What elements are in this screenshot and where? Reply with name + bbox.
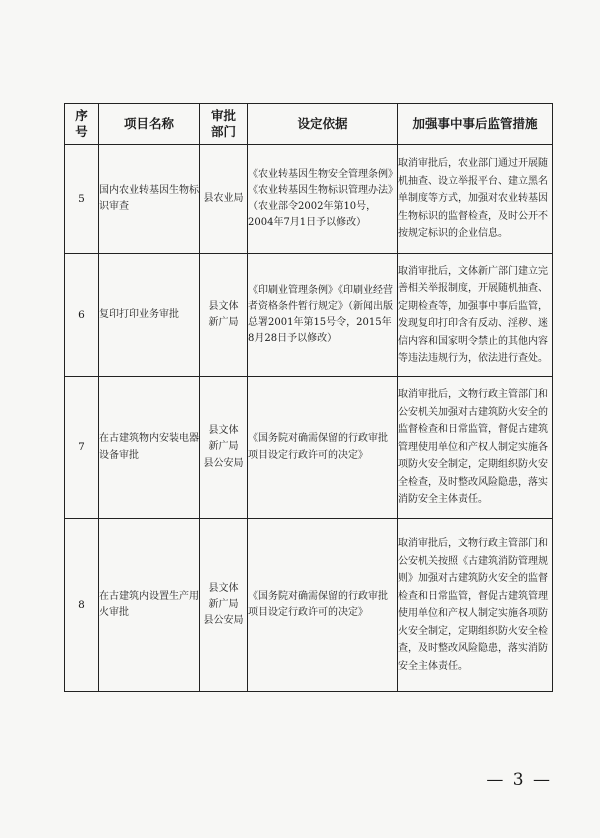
header-no: 序 号 [65, 104, 99, 145]
row-number: 7 [65, 377, 99, 519]
table-row [65, 145, 553, 254]
legal-basis: 《农业转基因生物安全管理条例》《农业转基因生物标识管理办法》（农业部令2002年第10号，2004年7月1日予以修改） [248, 145, 398, 254]
header-dept: 审批 部门 [200, 104, 248, 145]
row-number: 5 [65, 145, 99, 254]
supervision-measure: 取消审批后，文物行政主管部门和公安机关加强对古建筑防火安全的监督检查和日常监管，督促古建筑管理使用单位和产权人制定实施各项防火安全制定，定期组织防火安全检查，及时整改风险隐患，落实消防安全主体责任。 [398, 377, 553, 519]
item-name: 复印打印业务审批 [99, 254, 200, 377]
item-name: 国内农业转基因生物标识审查 [99, 145, 200, 254]
approval-dept: 县文体 新广局 县公安局 [200, 377, 248, 519]
table-row [65, 519, 553, 692]
row-number: 6 [65, 254, 99, 377]
item-name: 在古建筑内设置生产用火审批 [99, 519, 200, 692]
item-name: 在古建筑物内安装电器设备审批 [99, 377, 200, 519]
approval-dept: 县文体 新广局 [200, 254, 248, 377]
table-header-row [65, 104, 553, 145]
supervision-measure: 取消审批后，农业部门通过开展随机抽查、设立举报平台、建立黑名单制度等方式，加强对农业转基因生物标识的监督检查，及时公开不按规定标识的企业信息。 [398, 145, 553, 254]
supervision-measure: 取消审批后，文体新广部门建立完善相关举报制度，开展随机抽查、定期检查等，加强事中事后监管，发现复印打印含有反动、淫秽、迷信内容和国家明令禁止的其他内容等违法违规行为，依法进行查处。 [398, 254, 553, 377]
legal-basis: 《印刷业管理条例》《印刷业经营者资格条件暂行规定》（新闻出版总署2001年第15号令，2015年8月28日予以修改） [248, 254, 398, 377]
header-name: 项目名称 [99, 104, 200, 145]
legal-basis: 《国务院对确需保留的行政审批项目设定行政许可的决定》 [248, 377, 398, 519]
approval-dept: 县农业局 [200, 145, 248, 254]
table-row [65, 377, 553, 519]
header-measure: 加强事中事后监管措施 [398, 104, 553, 145]
approval-dept: 县文体 新广局 县公安局 [200, 519, 248, 692]
supervision-measure: 取消审批后，文物行政主管部门和公安机关按照《古建筑消防管理规则》加强对古建筑防火安全的监督检查和日常监管，督促古建筑管理使用单位和产权人制定实施各项防火安全制定，定期组织防火安全检查，及时整改风险隐患，落实消防安全主体责任。 [398, 519, 553, 692]
regulation-table [64, 103, 553, 692]
row-number: 8 [65, 519, 99, 692]
header-basis: 设定依据 [248, 104, 398, 145]
legal-basis: 《国务院对确需保留的行政审批项目设定行政许可的决定》 [248, 519, 398, 692]
table-row [65, 254, 553, 377]
page-number: — 3 — [486, 770, 552, 790]
